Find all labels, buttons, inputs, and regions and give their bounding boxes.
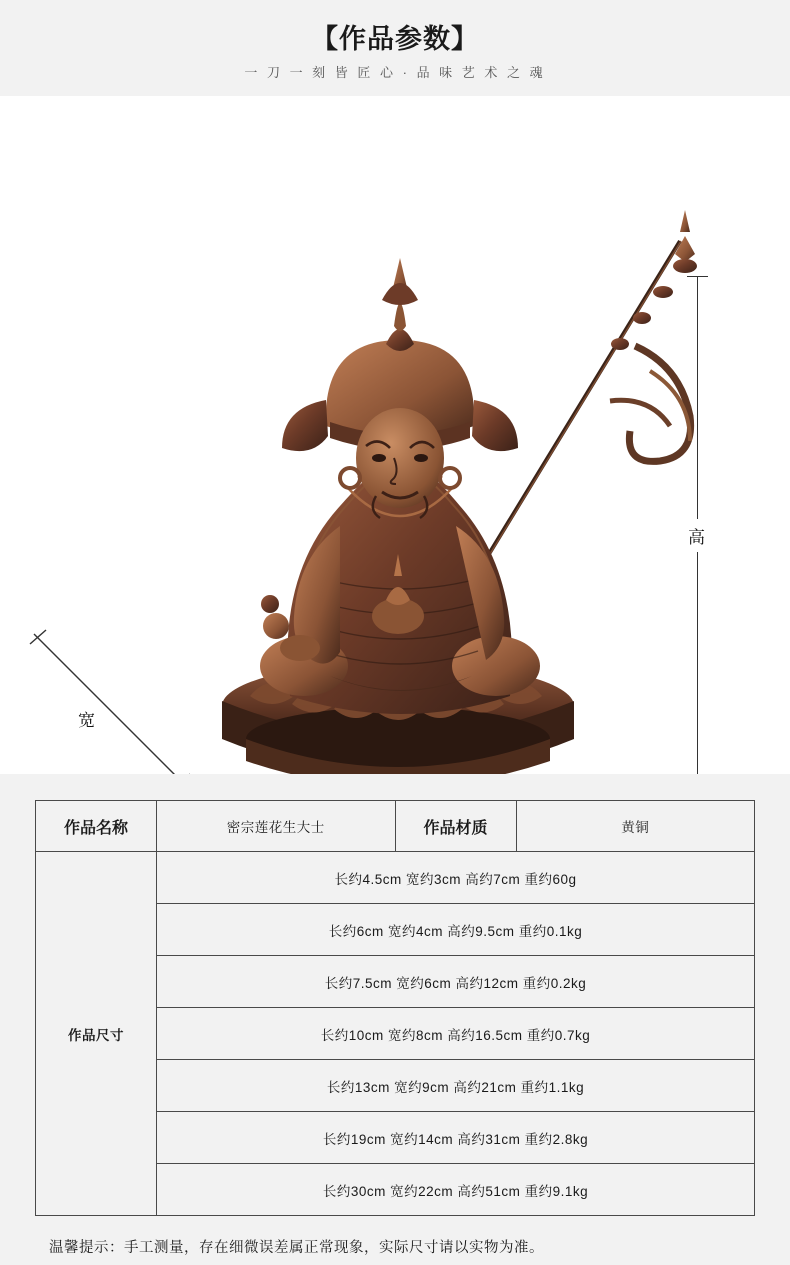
size-value-cell: 长约19cm 宽约14cm 高约31cm 重约2.8kg [157,1112,755,1164]
spec-table [35,800,755,1216]
size-value-cell: 长约7.5cm 宽约6cm 高约12cm 重约0.2kg [157,956,755,1008]
page-title: 【作品参数】 [311,24,479,54]
name-label-cell: 作品名称 [36,801,157,852]
size-value-cell: 长约10cm 宽约8cm 高约16.5cm 重约0.7kg [157,1008,755,1060]
product-image [180,196,620,796]
spec-section [0,774,790,1257]
size-value-cell: 长约6cm 宽约4cm 高约9.5cm 重约0.1kg [157,904,755,956]
width-guide-line [30,630,190,790]
table-row [36,852,755,904]
size-value-cell: 长约30cm 宽约22cm 高约51cm 重约9.1kg [157,1164,755,1216]
material-label-cell: 作品材质 [395,801,516,852]
material-value-cell: 黄铜 [516,801,755,852]
statue-head [282,258,518,518]
size-value-cell: 长约4.5cm 宽约3cm 高约7cm 重约60g [157,852,755,904]
table-row-name [36,801,755,852]
name-value-cell: 密宗莲花生大士 [157,801,396,852]
product-showcase [0,96,790,774]
measurement-tip: 温馨提示：手工测量，存在细微误差属正常现象，实际尺寸请以实物为准。 [49,1240,544,1256]
width-label: 宽 [74,706,99,731]
statue-illustration [180,196,620,796]
height-label: 高 [688,519,705,552]
page-subtitle: 一 刀 一 刻 皆 匠 心 · 品 味 艺 术 之 魂 [244,65,546,80]
size-value-cell: 长约13cm 宽约9cm 高约21cm 重约1.1kg [157,1060,755,1112]
size-label-cell: 作品尺寸 [36,852,157,1216]
header [0,0,790,96]
